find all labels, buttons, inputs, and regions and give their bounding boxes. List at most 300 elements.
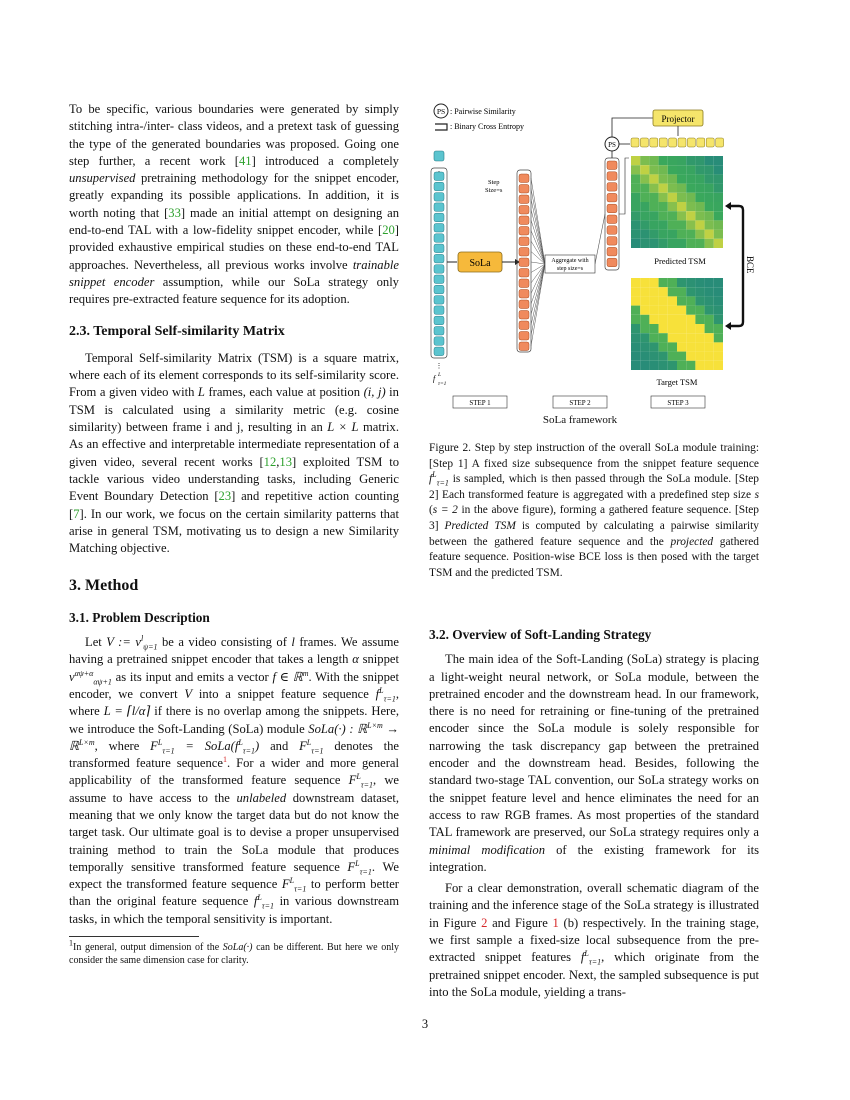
projected-feature-cell: [650, 138, 658, 147]
target-tsm-cell: [695, 287, 704, 296]
predicted-tsm-cell: [659, 184, 668, 193]
predicted-tsm-cell: [677, 156, 686, 165]
predicted-tsm-cell: [631, 165, 640, 174]
aggregation-line: [531, 231, 545, 265]
predicted-tsm-cell: [649, 184, 658, 193]
predicted-tsm-cell: [705, 239, 714, 248]
gathered-feature-cell: [607, 183, 617, 192]
section-heading-3-1: 3.1. Problem Description: [69, 609, 210, 625]
predicted-tsm-cell: [705, 193, 714, 202]
predicted-tsm-cell: [714, 239, 723, 248]
predicted-tsm-cell: [714, 230, 723, 239]
snippet-feature-cell: [434, 327, 444, 336]
target-tsm-cell: [714, 352, 723, 361]
target-tsm-cell: [668, 361, 677, 370]
aggregation-output-line: [595, 214, 605, 264]
section-heading-3-2: 3.2. Overview of Soft-Landing Strategy: [429, 627, 652, 642]
predicted-tsm-cell: [668, 211, 677, 220]
predicted-tsm-cell: [714, 211, 723, 220]
citation[interactable]: 13: [279, 454, 292, 469]
aggregation-line: [531, 178, 545, 264]
transformed-feature-cell: [519, 311, 529, 320]
target-tsm-cell: [705, 278, 714, 287]
snippet-feature-cell: [434, 316, 444, 325]
predicted-tsm-cell: [677, 202, 686, 211]
target-tsm-cell: [649, 352, 658, 361]
figure-2: [425, 96, 765, 436]
predicted-tsm-cell: [686, 211, 695, 220]
paragraph-overview: The main idea of the Soft-Landing (SoLa) strategy is placing a light-weight neural network, or SoLa module, between the pretrained encoder and the downstream head. In our framework, there is no need for retraining or fine-tuning of the pretrained encoder since the SoLa module is solely responsible for narrowing the task discrepancy gap between the pretrained encoder and the downstream head. Besides, following the standard two-stage TAL convention, our SoLa strategy works on the snippet feature level and hence eliminates the need for an access to raw RGB frames. As most properties of the standard TAL framework are preserved, our SoLa strategy requires only a minimal modification of the existing framework for its integration.: [429, 652, 759, 874]
transformed-feature-cell: [519, 342, 529, 351]
target-tsm-cell: [705, 333, 714, 342]
predicted-tsm-cell: [677, 165, 686, 174]
snippet-feature-cell: [434, 296, 444, 305]
projected-feature-cell: [678, 138, 686, 147]
predicted-tsm-cell: [677, 174, 686, 183]
predicted-tsm-cell: [659, 156, 668, 165]
snippet-feature-cell: [434, 285, 444, 294]
snippet-feature-cell: [434, 203, 444, 212]
target-tsm-cell: [668, 296, 677, 305]
predicted-tsm-cell: [640, 165, 649, 174]
predicted-tsm-cell: [677, 193, 686, 202]
target-tsm-matrix: [631, 278, 723, 370]
predicted-tsm-cell: [686, 202, 695, 211]
target-tsm-cell: [686, 361, 695, 370]
predicted-tsm-cell: [631, 220, 640, 229]
target-tsm-cell: [714, 333, 723, 342]
target-tsm-cell: [649, 306, 658, 315]
target-tsm-cell: [649, 287, 658, 296]
target-tsm-cell: [705, 296, 714, 305]
predicted-tsm-cell: [705, 211, 714, 220]
target-tsm-cell: [659, 333, 668, 342]
target-tsm-cell: [695, 333, 704, 342]
target-tsm-cell: [695, 315, 704, 324]
bce-legend-icon: [435, 124, 447, 130]
page-number: 3: [421, 1017, 429, 1031]
target-tsm-cell: [686, 278, 695, 287]
target-tsm-cell: [705, 315, 714, 324]
sola-diagram: [425, 96, 765, 416]
predicted-tsm-cell: [659, 174, 668, 183]
transformed-feature-cell: [519, 216, 529, 225]
target-tsm-cell: [695, 306, 704, 315]
target-tsm-cell: [649, 315, 658, 324]
aggregation-line: [531, 264, 545, 336]
target-tsm-cell: [640, 315, 649, 324]
predicted-tsm-cell: [677, 239, 686, 248]
snippet-feature-cell: [434, 172, 444, 181]
figure-reference[interactable]: 1: [552, 915, 559, 930]
projected-feature-cell: [697, 138, 705, 147]
predicted-tsm-cell: [677, 211, 686, 220]
target-tsm-cell: [631, 278, 640, 287]
predicted-tsm-cell: [695, 165, 704, 174]
target-tsm-cell: [649, 324, 658, 333]
target-tsm-cell: [695, 296, 704, 305]
target-tsm-cell: [640, 306, 649, 315]
predicted-tsm-cell: [640, 220, 649, 229]
predicted-tsm-cell: [714, 165, 723, 174]
paragraph-demonstration: For a clear demonstration, overall schematic diagram of the training and the inference stage of the SoLa strategy is illustrated in Figure 2 and Figure 1 (b) respectively. In the training stage, we first sample a fixed-size local subsequence from the pre-extracted snippet features $f^L_{\tau=1}$, which originate from the pretrained snippet encoder. Next, the sampled subsequence is put into the SoLa module, yielding a trans-: [429, 881, 759, 999]
predicted-tsm-cell: [640, 211, 649, 220]
snippet-feature-column: [434, 172, 444, 356]
target-tsm-cell: [631, 324, 640, 333]
step-2-label: STEP 2: [569, 399, 591, 407]
target-tsm-cell: [695, 342, 704, 351]
ellipsis-bottom: ⋮: [435, 362, 443, 370]
predicted-tsm-cell: [714, 193, 723, 202]
paragraph-related-work: To be specific, various boundaries were generated by simply stitching intra-/inter- class videos, and a pretext task of guessing the type of the generated boundaries was proposed. Going one step further, a recent work [41] introduced a completely unsupervised pretraining methodology for the snippet encoder, greatly expanding its possible applications. In addition, it is worth noting that [33] made an initial attempt on designing an end-to-end TAL with a low-fidelity snippet encoder, while [20] provided exhaustive empirical studies on these end-to-end TAL approaches. Nevertheless, all previous works involve trainable snippet encoder assumption, while our SoLa strategy only requires pre-extracted feature sequence for its adoption.: [69, 102, 400, 307]
step-size-value: Size=s: [485, 187, 503, 194]
ps-legend-text: : Pairwise Similarity: [450, 107, 516, 116]
transformed-feature-cell: [519, 206, 529, 215]
predicted-tsm-cell: [686, 193, 695, 202]
target-tsm-cell: [649, 296, 658, 305]
target-tsm-cell: [695, 278, 704, 287]
citation[interactable]: 7: [73, 506, 80, 521]
projected-feature-cell: [706, 138, 714, 147]
target-tsm-cell: [677, 352, 686, 361]
predicted-tsm-cell: [668, 239, 677, 248]
gathered-feature-column: [607, 161, 617, 267]
predicted-tsm-cell: [695, 239, 704, 248]
target-tsm-cell: [640, 352, 649, 361]
gathered-to-matrix-line: [619, 158, 629, 214]
bce-arrow-bottom: [725, 322, 731, 330]
target-tsm-cell: [631, 342, 640, 351]
target-tsm-cell: [668, 315, 677, 324]
f-sub: τ=1: [438, 381, 447, 387]
predicted-tsm-cell: [659, 220, 668, 229]
section-heading-3: 3. Method: [69, 577, 139, 595]
transformed-feature-cell: [519, 195, 529, 204]
predicted-tsm-cell: [631, 156, 640, 165]
aggregate-label-1: Aggregate with: [551, 258, 589, 264]
target-tsm-cell: [631, 352, 640, 361]
predicted-tsm-cell: [668, 220, 677, 229]
predicted-tsm-cell: [631, 184, 640, 193]
aggregation-line: [531, 264, 545, 304]
predicted-tsm-cell: [668, 174, 677, 183]
predicted-tsm-cell: [649, 193, 658, 202]
predicted-tsm-cell: [659, 239, 668, 248]
step-1-label: STEP 1: [469, 399, 491, 407]
predicted-tsm-cell: [659, 230, 668, 239]
target-tsm-cell: [677, 342, 686, 351]
predicted-tsm-cell: [686, 165, 695, 174]
target-tsm-cell: [640, 278, 649, 287]
target-tsm-cell: [714, 361, 723, 370]
predicted-tsm-cell: [640, 184, 649, 193]
predicted-tsm-cell: [705, 165, 714, 174]
predicted-tsm-cell: [640, 174, 649, 183]
predicted-tsm-cell: [668, 156, 677, 165]
target-tsm-cell: [631, 287, 640, 296]
predicted-tsm-cell: [695, 220, 704, 229]
projected-feature-cell: [631, 138, 639, 147]
gathered-feature-cell: [607, 193, 617, 202]
predicted-tsm-cell: [705, 220, 714, 229]
gathered-feature-cell: [607, 226, 617, 235]
target-tsm-cell: [668, 278, 677, 287]
predicted-tsm-cell: [705, 156, 714, 165]
target-tsm-cell: [686, 324, 695, 333]
target-tsm-label: Target TSM: [656, 377, 698, 387]
section-heading-2-3: 2.3. Temporal Self-similarity Matrix: [69, 323, 285, 339]
snippet-feature-cell: [434, 265, 444, 274]
projected-feature-cell: [659, 138, 667, 147]
target-tsm-cell: [677, 324, 686, 333]
target-tsm-cell: [695, 352, 704, 361]
transformed-feature-cell: [519, 290, 529, 299]
transformed-feature-cell: [519, 269, 529, 278]
target-tsm-cell: [677, 315, 686, 324]
predicted-tsm-cell: [714, 184, 723, 193]
target-tsm-cell: [714, 315, 723, 324]
projected-feature-cell: [687, 138, 695, 147]
predicted-tsm-cell: [631, 230, 640, 239]
predicted-tsm-cell: [649, 156, 658, 165]
target-tsm-cell: [659, 361, 668, 370]
predicted-tsm-cell: [705, 202, 714, 211]
target-tsm-cell: [686, 296, 695, 305]
target-tsm-cell: [677, 306, 686, 315]
target-tsm-cell: [714, 278, 723, 287]
feature-cell-top: [434, 151, 444, 161]
gathered-feature-cell: [607, 237, 617, 246]
step-size-label: Step: [488, 179, 500, 186]
ps-node-label: PS: [608, 141, 616, 149]
predicted-tsm-cell: [649, 220, 658, 229]
step-3-label: STEP 3: [667, 399, 689, 407]
target-tsm-cell: [686, 333, 695, 342]
citation[interactable]: 23: [218, 489, 232, 504]
snippet-feature-cell: [434, 182, 444, 191]
target-tsm-cell: [631, 361, 640, 370]
projected-feature-cell: [640, 138, 648, 147]
target-tsm-cell: [677, 361, 686, 370]
predicted-tsm-cell: [714, 202, 723, 211]
predicted-tsm-cell: [659, 202, 668, 211]
predicted-tsm-cell: [714, 156, 723, 165]
predicted-tsm-cell: [640, 193, 649, 202]
predicted-tsm-cell: [668, 202, 677, 211]
projected-feature-row: [631, 138, 724, 147]
transformed-feature-column: [519, 174, 529, 351]
gathered-feature-cell: [607, 247, 617, 256]
bce-legend-text: : Binary Cross Entropy: [450, 122, 524, 131]
citation[interactable]: 41: [238, 153, 252, 168]
transformed-feature-cell: [519, 174, 529, 183]
aggregate-label-2: step size=s: [556, 266, 584, 272]
target-tsm-cell: [659, 342, 668, 351]
predicted-tsm-label: Predicted TSM: [654, 256, 706, 266]
target-tsm-cell: [686, 287, 695, 296]
transformed-feature-cell: [519, 332, 529, 341]
target-tsm-cell: [640, 361, 649, 370]
bce-label: BCE: [745, 256, 755, 274]
snippet-feature-cell: [434, 337, 444, 346]
ps-to-projector-line: [612, 118, 653, 137]
predicted-tsm-cell: [695, 174, 704, 183]
predicted-tsm-cell: [640, 156, 649, 165]
target-tsm-cell: [649, 342, 658, 351]
target-tsm-cell: [695, 361, 704, 370]
sola-label: SoLa: [469, 258, 491, 269]
snippet-feature-cell: [434, 347, 444, 356]
citation[interactable]: 33: [168, 205, 181, 220]
target-tsm-cell: [659, 315, 668, 324]
target-tsm-cell: [631, 306, 640, 315]
target-tsm-cell: [649, 361, 658, 370]
predicted-tsm-cell: [659, 165, 668, 174]
footnote-marker[interactable]: 1: [222, 754, 227, 764]
target-tsm-cell: [640, 324, 649, 333]
paragraph-tsm: Temporal Self-similarity Matrix (TSM) is a square matrix, where each of its element corresponds to its self-similarity score. From a given video with L frames, each value at position (i, j) in TSM is calculated using a similarity metric (e.g. cosine similarity) between frame i and j, resulting in an L × L matrix. As an effective and interpretable intermediate representation of a given video, several recent works [12,13] exploited TSM to tackle various video understanding tasks, including Generic Event Boundary Detection [23] and repetitive action counting [7]. In our work, we focus on the certain similarity patterns that arise in general TSM, motivating us to design a new Similarity Matching objective.: [69, 350, 400, 556]
predicted-tsm-cell: [649, 230, 658, 239]
target-tsm-cell: [714, 306, 723, 315]
figure-caption: Figure 2. Step by step instruction of the overall SoLa module training: [Step 1] A fixed size subsequence from the snippet feature sequence $f^L_{\tau=1}$ is sampled, which is then passed through the SoLa module. [Step 2] Each transformed feature is aggregated with a predefined step size s (s = 2 in the above figure), forming a gathered feature sequence. [Step 3] Predicted TSM is computed by calculating a pairwise similarity between the gathered feature sequence and the projected gathered feature sequence. Position-wise BCE loss is then posed with the target TSM and the predicted TSM.: [429, 442, 759, 579]
transformed-feature-cell: [519, 321, 529, 330]
predicted-tsm-cell: [631, 174, 640, 183]
gathered-feature-cell: [607, 161, 617, 170]
target-tsm-cell: [705, 352, 714, 361]
target-tsm-cell: [677, 333, 686, 342]
transformed-feature-cell: [519, 300, 529, 309]
target-tsm-cell: [677, 287, 686, 296]
predicted-tsm-cell: [649, 174, 658, 183]
predicted-tsm-cell: [640, 202, 649, 211]
target-tsm-cell: [686, 315, 695, 324]
predicted-tsm-cell: [668, 193, 677, 202]
target-tsm-cell: [677, 278, 686, 287]
paragraph-problem: Let V := $v^l_{\psi=1}$ be a video consisting of l frames. We assume having a pretrained snippet encoder that takes a length α snippet $v^{\alpha\psi+\alpha}_{\alpha\psi+1}$ as its input and emits a vector f ∈ ℝ$^m$. With the snippet encoder, we convert V into a snippet feature sequence $f^L_{\tau=1}$, where L = ⌈l/α⌉ if there is no overlap among the snippets. Here, we introduce the Soft-Landing (SoLa) module SoLa(·) : ℝ$^{L\times m}$ → ℝ$^{L\times m}$, where $F^L_{\tau=1}$ = $SoLa(f^L_{\tau=1})$ and $F^L_{\tau=1}$ denotes the transformed feature sequence$^1$. For a wider and more general applicability of the transformed feature sequence $F^L_{\tau=1}$, we assume to have access to the unlabeled downstream dataset, meaning that we only know the target data but do not know the target task. Our ultimate goal is to devise a proper unsupervised training method to train the SoLa module that produces temporally sensitive transformed feature sequence $F^L_{\tau=1}$. We expect the transformed feature sequence $F^L_{\tau=1}$ to perform better than the original feature sequence $f^L_{\tau=1}$ in various downstream tasks, in which the temporal sensitivity is important.: [69, 633, 400, 926]
predicted-tsm-cell: [668, 165, 677, 174]
predicted-tsm-cell: [695, 230, 704, 239]
figure-reference[interactable]: 2: [481, 915, 488, 930]
projected-feature-cell: [716, 138, 724, 147]
predicted-tsm-cell: [695, 193, 704, 202]
bce-arrow-top: [725, 202, 731, 210]
target-tsm-cell: [640, 333, 649, 342]
predicted-tsm-cell: [640, 230, 649, 239]
footnote-rule: [69, 936, 199, 937]
snippet-feature-cell: [434, 244, 444, 253]
target-tsm-cell: [659, 287, 668, 296]
target-tsm-cell: [659, 306, 668, 315]
footnote: $^1$In general, output dimension of the SoLa(·) can be different. But here we only consider the same dimension case for clarity.: [69, 938, 400, 967]
transformed-feature-cell: [519, 279, 529, 288]
transformed-feature-cell: [519, 185, 529, 194]
snippet-feature-cell: [434, 275, 444, 284]
target-tsm-cell: [631, 333, 640, 342]
target-tsm-cell: [705, 287, 714, 296]
target-tsm-cell: [668, 333, 677, 342]
citation[interactable]: 12: [263, 454, 277, 469]
predicted-tsm-cell: [686, 156, 695, 165]
predicted-tsm-cell: [686, 184, 695, 193]
target-tsm-cell: [714, 296, 723, 305]
right-column: [429, 626, 759, 1001]
predicted-tsm-cell: [659, 193, 668, 202]
snippet-feature-cell: [434, 193, 444, 202]
predicted-tsm-cell: [659, 211, 668, 220]
target-tsm-cell: [668, 352, 677, 361]
target-tsm-cell: [659, 352, 668, 361]
target-tsm-cell: [659, 296, 668, 305]
target-tsm-cell: [695, 324, 704, 333]
ps-legend-label: PS: [436, 107, 446, 116]
predicted-tsm-cell: [686, 239, 695, 248]
predicted-tsm-cell: [695, 202, 704, 211]
aggregation-line: [531, 264, 545, 346]
target-tsm-cell: [640, 287, 649, 296]
aggregation-line: [531, 210, 545, 265]
target-tsm-cell: [668, 306, 677, 315]
predicted-tsm-cell: [677, 230, 686, 239]
target-tsm-cell: [631, 315, 640, 324]
predicted-tsm-cell: [705, 230, 714, 239]
target-tsm-cell: [631, 296, 640, 305]
predicted-tsm-matrix: [631, 156, 723, 248]
predicted-tsm-cell: [686, 220, 695, 229]
snippet-feature-cell: [434, 213, 444, 222]
target-tsm-cell: [659, 324, 668, 333]
predicted-tsm-cell: [649, 202, 658, 211]
predicted-tsm-cell: [649, 211, 658, 220]
target-tsm-cell: [714, 342, 723, 351]
target-tsm-cell: [714, 324, 723, 333]
target-tsm-cell: [668, 342, 677, 351]
target-tsm-cell: [640, 296, 649, 305]
bce-bracket: [731, 206, 743, 326]
predicted-tsm-cell: [714, 174, 723, 183]
transformed-feature-cell: [519, 227, 529, 236]
target-tsm-cell: [677, 296, 686, 305]
predicted-tsm-cell: [649, 239, 658, 248]
left-column: [69, 101, 399, 967]
predicted-tsm-cell: [695, 184, 704, 193]
f-label: f: [433, 374, 436, 383]
predicted-tsm-cell: [677, 184, 686, 193]
predicted-tsm-cell: [686, 174, 695, 183]
f-sup: L: [438, 372, 442, 378]
transformed-feature-cell: [519, 258, 529, 267]
gathered-feature-cell: [607, 172, 617, 181]
snippet-feature-cell: [434, 254, 444, 263]
predicted-tsm-cell: [631, 193, 640, 202]
target-tsm-cell: [649, 333, 658, 342]
gathered-feature-cell: [607, 258, 617, 267]
target-tsm-cell: [659, 278, 668, 287]
target-tsm-cell: [686, 306, 695, 315]
target-tsm-cell: [705, 306, 714, 315]
predicted-tsm-cell: [705, 184, 714, 193]
predicted-tsm-cell: [631, 211, 640, 220]
predicted-tsm-cell: [677, 220, 686, 229]
target-tsm-cell: [686, 342, 695, 351]
target-tsm-cell: [686, 352, 695, 361]
transformed-feature-cell: [519, 248, 529, 257]
framework-label: SoLa framework: [542, 414, 618, 426]
citation[interactable]: 20: [382, 223, 395, 238]
snippet-feature-cell: [434, 224, 444, 233]
predicted-tsm-cell: [686, 230, 695, 239]
predicted-tsm-cell: [695, 156, 704, 165]
target-tsm-cell: [705, 361, 714, 370]
